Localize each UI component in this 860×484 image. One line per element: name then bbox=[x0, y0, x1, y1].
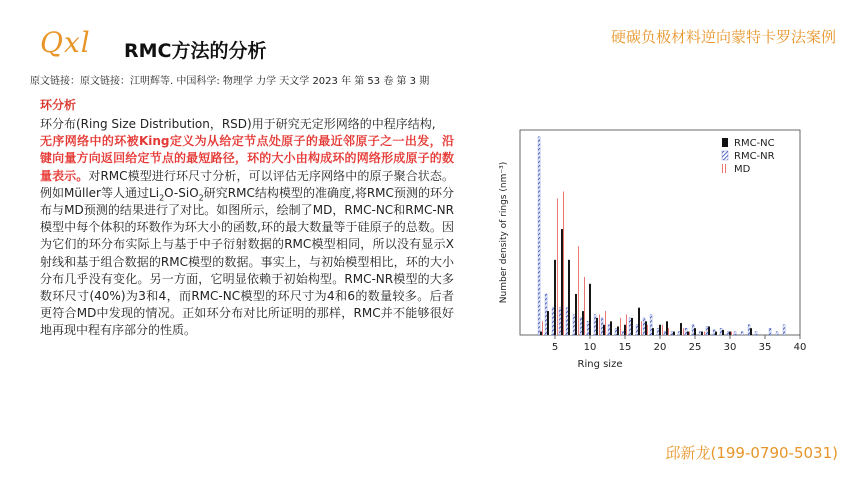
bar-md-3 bbox=[542, 321, 544, 335]
bar-rmc-nc-24 bbox=[687, 332, 689, 335]
x-tick-label: 40 bbox=[793, 342, 807, 353]
bar-rmc-nr-4 bbox=[545, 294, 547, 335]
contact-info: 邱新龙(199-0790-5031) bbox=[665, 444, 838, 462]
bar-md-14 bbox=[619, 318, 621, 335]
bar-rmc-nc-23 bbox=[680, 323, 682, 335]
bar-md-13 bbox=[612, 308, 614, 335]
bar-rmc-nc-19 bbox=[652, 328, 654, 335]
paragraph-highlight: 无序网络中的环被King定义为从给定节点处原子的最近邻原子之一出发，沿键向量方向返回给定节点的最短路径，环的大小由构成环的网络形成原子的数量表示。 bbox=[40, 134, 454, 183]
bar-rmc-nr-11 bbox=[594, 315, 596, 336]
bar-rmc-nr-15 bbox=[622, 332, 624, 335]
bar-md-8 bbox=[577, 246, 579, 335]
bar-rmc-nr-31 bbox=[734, 332, 736, 335]
bar-md-11 bbox=[598, 315, 600, 336]
bar-rmc-nc-5 bbox=[554, 260, 556, 335]
bar-rmc-nc-7 bbox=[568, 260, 570, 335]
bar-rmc-nc-17 bbox=[638, 308, 640, 335]
logo: Qxl bbox=[40, 26, 91, 59]
bar-rmc-nr-32 bbox=[741, 332, 743, 335]
x-tick-label: 10 bbox=[583, 342, 597, 353]
bar-rmc-nr-19 bbox=[650, 315, 652, 336]
legend-swatch-md bbox=[722, 164, 728, 173]
chart-svg bbox=[470, 120, 820, 375]
bar-rmc-nc-6 bbox=[561, 229, 563, 335]
bar-md-19 bbox=[654, 328, 656, 335]
subscript: 2 bbox=[159, 193, 165, 203]
topic-title: 硬碳负极材料逆向蒙特卡罗法案例 bbox=[610, 28, 836, 46]
paragraph-intro: 环分布(Ring Size Distribution，RSD)用于研究无定形网络的中程序结构, bbox=[40, 117, 436, 131]
paragraph-text: O-SiO bbox=[164, 185, 199, 200]
bar-rmc-nc-14 bbox=[617, 326, 619, 335]
bar-rmc-nr-7 bbox=[566, 308, 568, 335]
bar-md-5 bbox=[556, 198, 558, 335]
bar-rmc-nc-8 bbox=[575, 294, 577, 335]
legend-swatch-rmc-nr bbox=[722, 151, 728, 160]
section-heading: 环分析 bbox=[40, 98, 77, 112]
bar-rmc-nr-34 bbox=[755, 332, 757, 335]
bar-rmc-nr-6 bbox=[559, 308, 561, 335]
bar-rmc-nr-37 bbox=[776, 332, 778, 335]
bar-rmc-nc-22 bbox=[673, 332, 675, 335]
bar-rmc-nr-30 bbox=[727, 332, 729, 335]
bar-md-24 bbox=[689, 332, 691, 335]
bar-rmc-nr-21 bbox=[664, 332, 666, 335]
bar-rmc-nr-36 bbox=[769, 328, 771, 335]
bar-rmc-nr-25 bbox=[692, 325, 694, 335]
bar-rmc-nc-25 bbox=[694, 328, 696, 335]
bar-rmc-nc-9 bbox=[582, 311, 584, 335]
legend-label-md: MD bbox=[734, 164, 751, 175]
bar-rmc-nc-29 bbox=[722, 330, 724, 335]
bar-rmc-nr-13 bbox=[608, 325, 610, 335]
bar-md-18 bbox=[647, 325, 649, 335]
bar-md-15 bbox=[626, 315, 628, 336]
body-paragraph bbox=[40, 116, 454, 340]
bar-rmc-nc-12 bbox=[603, 325, 605, 335]
bar-md-6 bbox=[563, 192, 565, 336]
x-tick-label: 5 bbox=[551, 342, 559, 353]
legend-swatch-rmc-nc bbox=[722, 138, 728, 147]
bar-md-21 bbox=[668, 328, 670, 335]
bar-rmc-nr-38 bbox=[783, 325, 785, 335]
bar-md-7 bbox=[570, 209, 572, 335]
bar-md-12 bbox=[605, 311, 607, 335]
bar-rmc-nc-28 bbox=[715, 332, 717, 335]
bar-rmc-nr-5 bbox=[552, 308, 554, 335]
y-axis-label: Number density of rings (nm⁻³) bbox=[499, 161, 509, 304]
bar-rmc-nr-14 bbox=[615, 328, 617, 335]
bar-rmc-nr-22 bbox=[671, 332, 673, 335]
x-axis-label: Ring size bbox=[577, 359, 623, 370]
bar-rmc-nc-26 bbox=[701, 332, 703, 335]
bar-rmc-nr-20 bbox=[657, 328, 659, 335]
bar-rmc-nr-17 bbox=[636, 325, 638, 335]
bar-rmc-nc-33 bbox=[750, 328, 752, 335]
page-title: RMC方法的分析 bbox=[124, 40, 267, 62]
bar-md-16 bbox=[633, 321, 635, 335]
bar-rmc-nr-26 bbox=[699, 332, 701, 335]
bar-md-10 bbox=[591, 301, 593, 335]
bar-rmc-nr-3 bbox=[538, 137, 540, 335]
bar-rmc-nc-18 bbox=[645, 321, 647, 335]
bar-rmc-nr-23 bbox=[678, 332, 680, 335]
bar-md-23 bbox=[682, 328, 684, 335]
bar-rmc-nr-27 bbox=[706, 326, 708, 335]
bar-rmc-nr-18 bbox=[643, 318, 645, 335]
bar-rmc-nc-21 bbox=[666, 321, 668, 335]
bar-rmc-nr-12 bbox=[601, 318, 603, 335]
bar-rmc-nr-33 bbox=[748, 325, 750, 335]
bar-rmc-nc-20 bbox=[659, 325, 661, 335]
bar-rmc-nc-16 bbox=[631, 318, 633, 335]
bar-md-4 bbox=[549, 315, 551, 336]
legend-label-rmc-nr: RMC-NR bbox=[734, 151, 775, 162]
bar-rmc-nr-16 bbox=[629, 318, 631, 335]
paragraph-text: 对RMC模型进行环尺寸分析，可以评估无序网络中的原子聚合状态。例如Müller等人通过Li bbox=[40, 168, 454, 200]
bar-rmc-nr-9 bbox=[580, 318, 582, 335]
bar-rmc-nc-27 bbox=[708, 326, 710, 335]
bar-rmc-nc-13 bbox=[610, 321, 612, 335]
paragraph-text: 研究RMC结构模型的准确度,将RMC预测的环分布与MD预测的结果进行了对比。如图所示，绘制了MD，RMC-NC和RMC-NR模型中每个体积的环数作为环大小的函数,环的最大数量等于硅原子的总数。因为它们的环分布实际上与基于中子衍射数据的RMC模型相同，所以没有显示X射线和基于组合数据的RMC模型的数据。事实上，与初始模型相比，环的大小分布几乎没有变化。另一方面，它明显依赖于初始构型。RMC-NR模型的大多数环尺寸(40%)为3和4，而RMC-NC模型的环尺寸为4和6的数量较多。后者更符合MD中发现的情况。正如环分布对比所证明的那样，RMC并不能够很好地再现中程有序部分的性质。 bbox=[40, 185, 454, 338]
bar-md-22 bbox=[675, 332, 677, 335]
bar-rmc-nr-29 bbox=[720, 328, 722, 335]
bar-md-28 bbox=[717, 332, 719, 335]
bar-rmc-nc-3 bbox=[540, 332, 542, 335]
bar-rmc-nr-28 bbox=[713, 330, 715, 335]
source-citation: 原文链接：原文链接：江明辉等. 中国科学: 物理学 力学 天文学 2023 年 第 53 卷 第 3 期 bbox=[30, 76, 430, 87]
bar-rmc-nr-24 bbox=[685, 328, 687, 335]
bar-md-30 bbox=[731, 332, 733, 335]
bar-rmc-nc-15 bbox=[624, 325, 626, 335]
bar-rmc-nr-10 bbox=[587, 321, 589, 335]
bar-rmc-nc-11 bbox=[596, 318, 598, 335]
bar-rmc-nc-4 bbox=[547, 311, 549, 335]
bar-md-17 bbox=[640, 321, 642, 335]
subscript: 2 bbox=[198, 193, 204, 203]
ring-size-chart bbox=[470, 120, 820, 375]
legend-label-rmc-nc: RMC-NC bbox=[734, 138, 775, 149]
x-tick-label: 30 bbox=[723, 342, 737, 353]
bar-rmc-nc-10 bbox=[589, 284, 591, 335]
bar-md-20 bbox=[661, 325, 663, 335]
x-tick-label: 35 bbox=[758, 342, 772, 353]
bar-rmc-nr-8 bbox=[573, 315, 575, 336]
bar-rmc-nc-30 bbox=[729, 332, 731, 335]
bar-md-26 bbox=[703, 332, 705, 335]
x-tick-label: 25 bbox=[688, 342, 702, 353]
x-tick-label: 20 bbox=[653, 342, 667, 353]
x-tick-label: 15 bbox=[618, 342, 632, 353]
bar-md-9 bbox=[584, 277, 586, 335]
